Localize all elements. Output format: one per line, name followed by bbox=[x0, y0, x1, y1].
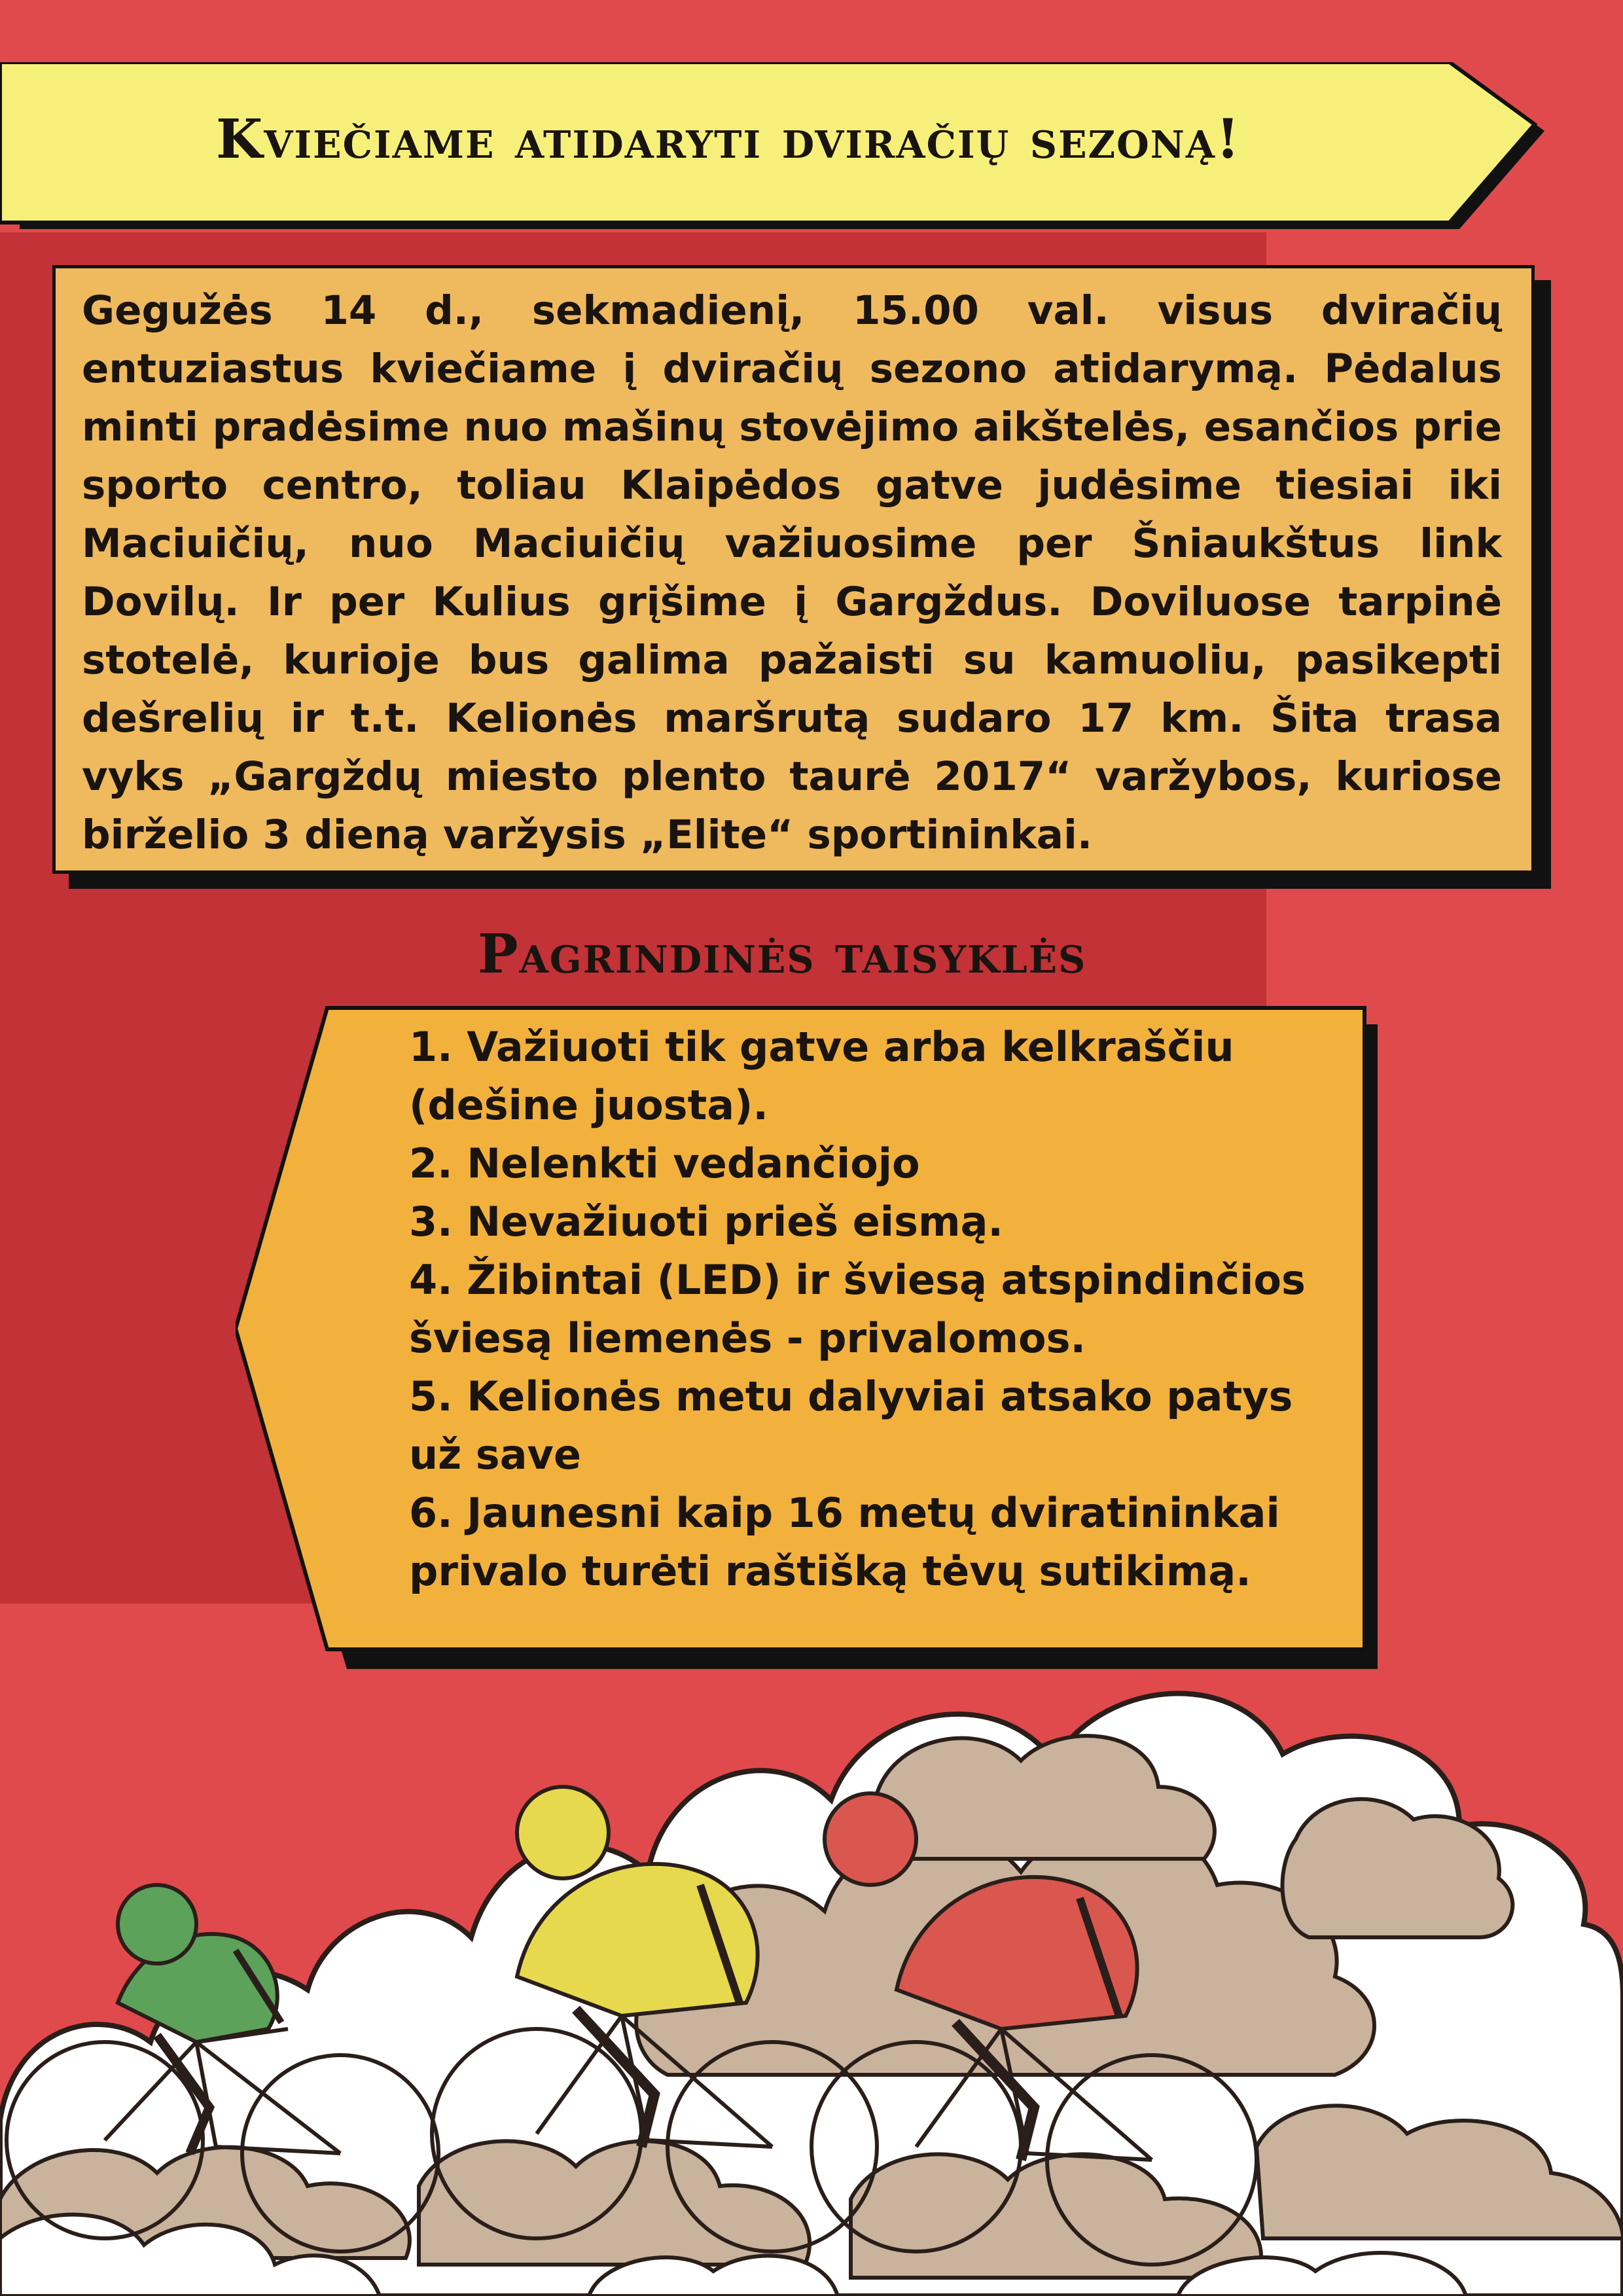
rule-line: (dešine juosta). bbox=[409, 1081, 768, 1129]
rule-line: 3. Nevažiuoti prieš eismą. bbox=[409, 1198, 1003, 1246]
rule-line: 1. Važiuoti tik gatve arba kelkraščiu bbox=[409, 1023, 1234, 1071]
cyclists-illustration bbox=[0, 1610, 1623, 2296]
rule-line: už save bbox=[409, 1431, 582, 1479]
rule-line: 5. Kelionės metu dalyviai atsako patys bbox=[409, 1372, 1293, 1420]
rule-line: 4. Žibintai (LED) ir šviesą atspindinčios bbox=[409, 1256, 1306, 1304]
rules-heading: Pagrindinės taisyklės bbox=[478, 923, 1087, 986]
info-paragraph: Gegužės 14 d., sekmadienį, 15.00 val. visus dviračių entuziastus kviečiame į dviračių sezono atidarymą. Pėdalus minti pradėsime nuo mašinų stovėjimo aikštelės, esančios prie sporto centro, toliau Klaipėdos gatve judėsime tiesiai iki Maciuičių, nuo Maciuičių važiuosime per Šniaukštus link Dovilų. Ir per Kulius grįšime į Gargždus. Doviluose tarpinė stotelė, kurioje bus galima pažaisti su kamuoliu, pasikepti dešrelių ir t.t. Kelionės maršrutą sudaro 17 km. Šita trasa vyks „Gargždų miesto plento taurė 2017“ varžybos, kuriose birželio 3 dieną varžysis „Elite“ sportininkai. bbox=[82, 287, 1502, 858]
page-title: Kviečiame atidaryti dviračių sezoną! bbox=[216, 108, 1241, 171]
rules-list bbox=[409, 1018, 1358, 1600]
rule-line: 2. Nelenkti vedančiojo bbox=[409, 1139, 920, 1187]
rule-line: 6. Jaunesni kaip 16 metų dviratininkai bbox=[409, 1489, 1280, 1537]
rule-line: privalo turėti raštišką tėvų sutikimą. bbox=[409, 1547, 1251, 1595]
info-box bbox=[52, 265, 1535, 874]
rule-line: šviesą liemenės - privalomos. bbox=[409, 1314, 1086, 1362]
